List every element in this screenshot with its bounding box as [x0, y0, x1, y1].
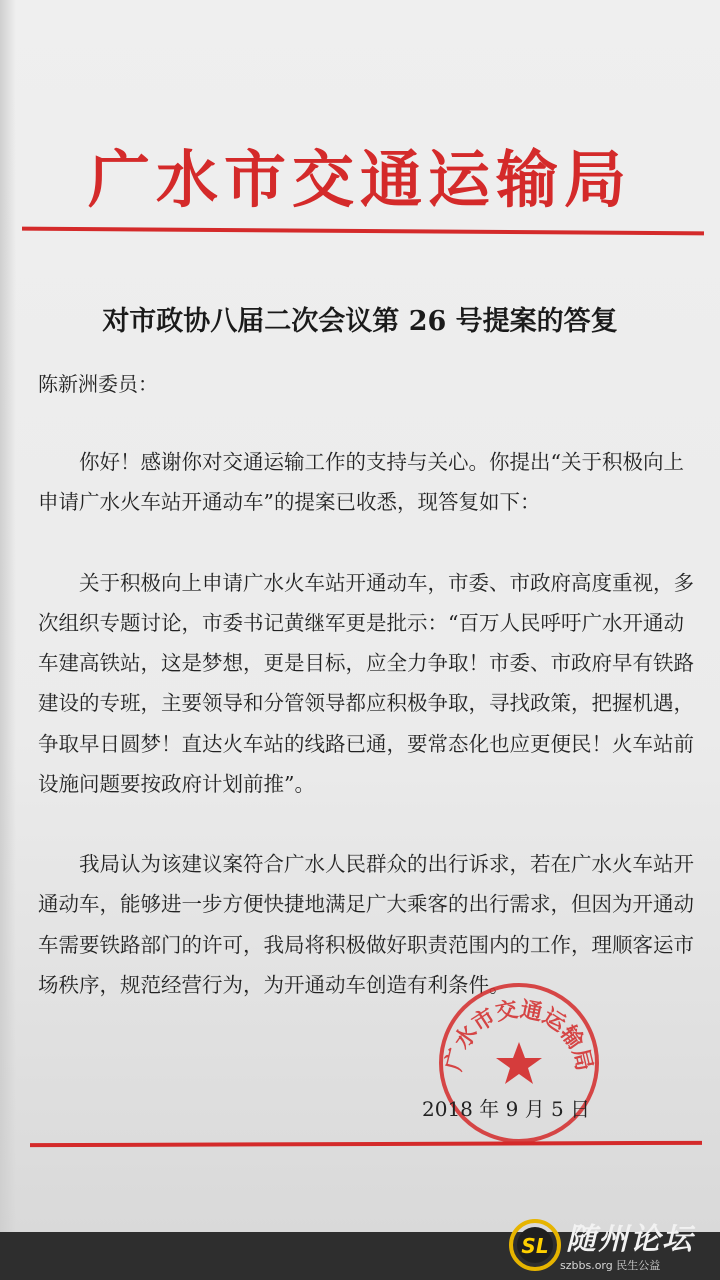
seal-text: 广水市交通运输局 — [440, 996, 598, 1074]
body-paragraph-2: 关于积极向上申请广水火车站开通动车，市委、市政府高度重视，多次组织专题讨论，市委书记黄继军更是批示：“百万人民呼吁广水开通动车建高铁站，这是梦想，更是目标，应全力争取！市委、市政府早有铁路建设的专班，主要领导和分管领导都应积极争取，寻找政策，把握机遇，争取早日圆梦！直达火车站的线路已通，要常态化也应更便民！火车站前设施问题要按政府计划前推”。 — [38, 570, 694, 796]
star-icon — [496, 1042, 542, 1084]
body-paragraph-3: 我局认为该建议案符合广水人民群众的出行诉求，若在广水火车站开通动车，能够进一步方便快捷地满足广大乘客的出行需求，但因为开通动车需要铁路部门的许可，我局将积极做好职责范围内的工作，理顺客运市场秩序，规范经营行为，为开通动车创造有利条件。 — [38, 852, 694, 997]
letterhead-red-rule — [22, 227, 704, 236]
forum-logo-letters: SL — [521, 1234, 549, 1258]
salutation: 陈新洲委员： — [38, 372, 158, 396]
forum-site-name: 随州论坛 — [566, 1222, 694, 1257]
document-title: 对市政协八届二次会议第 26 号提案的答复 — [102, 306, 618, 337]
document-date: 2018 年 9 月 5 日 — [422, 1097, 591, 1121]
forum-url: szbbs.org 民生公益 — [560, 1259, 661, 1272]
footer-red-rule — [30, 1141, 702, 1147]
document-body — [38, 402, 698, 1045]
letterhead-agency-name: 广水市交通运输局 — [87, 143, 632, 216]
body-paragraph-1: 你好！感谢你对交通运输工作的支持与关心。你提出“关于积极向上申请广水火车站开通动车”的提案已收悉，现答复如下： — [38, 450, 684, 515]
forum-logo-icon — [508, 1218, 562, 1272]
